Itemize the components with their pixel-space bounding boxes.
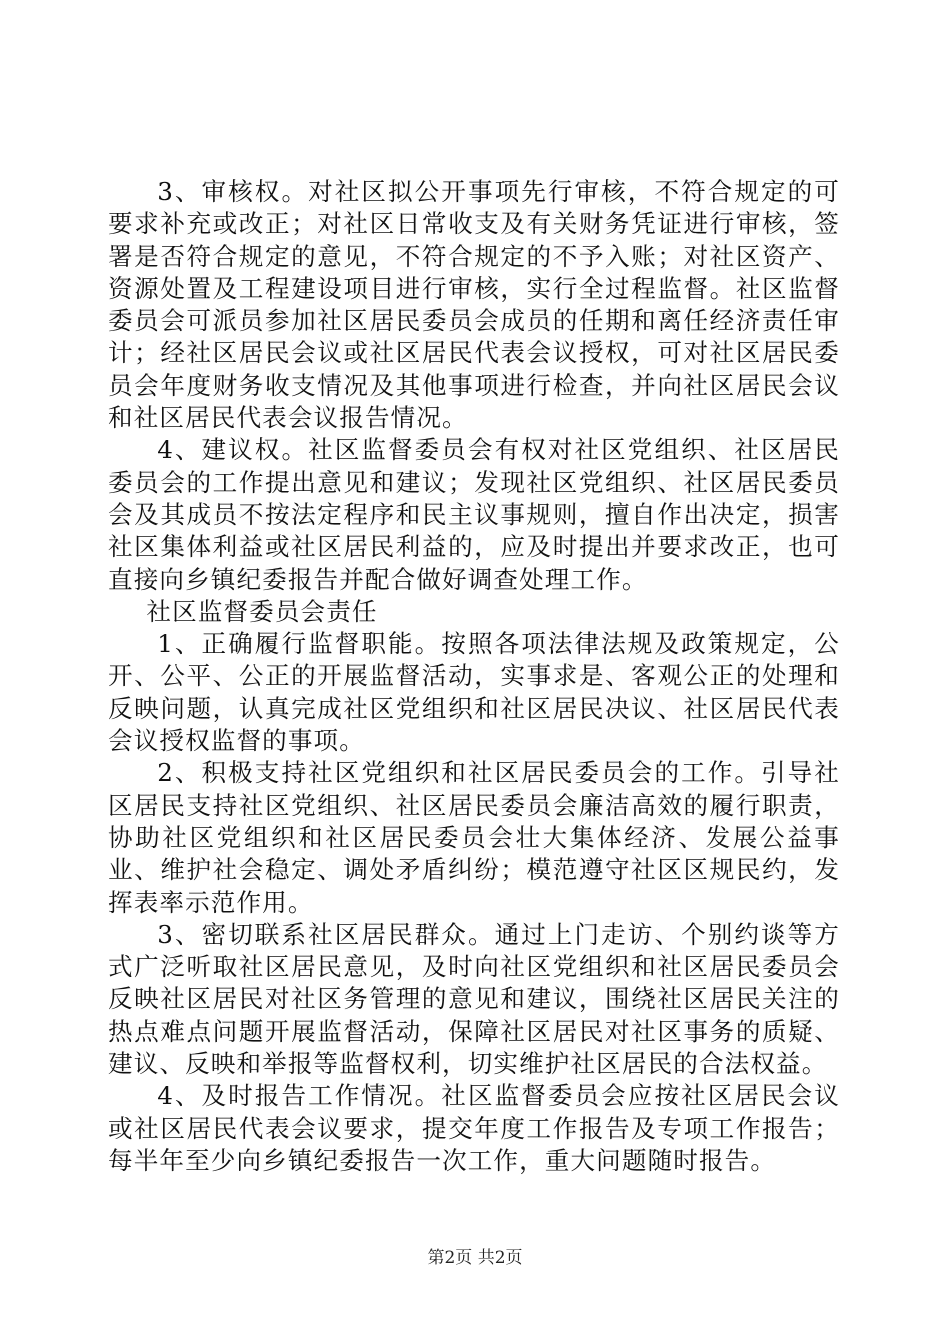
paragraph-responsibility-3: 3、密切联系社区居民群众。通过上门走访、个别约谈等方式广泛听取社区居民意见，及时向社区党组织和社区居民委员会反映社区居民对社区务管理的意见和建议，围绕社区居民关注的热点难点问题开展监督活动，保障社区居民对社区事务的质疑、建议、反映和举报等监督权利，切实维护社区居民的合法权益。 [108, 919, 840, 1079]
section-heading-responsibilities: 社区监督委员会责任 [146, 596, 378, 626]
page-number-footer: 第2页 共2页 [427, 1248, 523, 1268]
paragraph-responsibility-1: 1、正确履行监督职能。按照各项法律法规及政策规定，公开、公平、公正的开展监督活动，实事求是、客观公正的处理和反映问题，认真完成社区党组织和社区居民决议、社区居民代表会议授权监督的事项。 [108, 629, 840, 756]
paragraph-responsibility-4: 4、及时报告工作情况。社区监督委员会应按社区居民会议或社区居民代表会议要求，提交年度工作报告及专项工作报告；每半年至少向乡镇纪委报告一次工作，重大问题随时报告。 [108, 1081, 840, 1175]
document-body [108, 176, 840, 1177]
paragraph-suggestion-right: 4、建议权。社区监督委员会有权对社区党组织、社区居民委员会的工作提出意见和建议；发现社区党组织、社区居民委员会及其成员不按法定程序和民主议事规则，擅自作出决定，损害社区集体利益或社区居民利益的，应及时提出并要求改正，也可直接向乡镇纪委报告并配合做好调查处理工作。 [108, 435, 840, 594]
paragraph-review-right: 3、审核权。对社区拟公开事项先行审核，不符合规定的可要求补充或改正；对社区日常收支及有关财务凭证进行审核，签署是否符合规定的意见，不符合规定的不予入账；对社区资产、资源处置及工程建设项目进行审核，实行全过程监督。社区监督委员会可派员参加社区居民委员会成员的任期和离任经济责任审计；经社区居民会议或社区居民代表会议授权，可对社区居民委员会年度财务收支情况及其他事项进行检查，并向社区居民会议和社区居民代表会议报告情况。 [108, 177, 840, 433]
paragraph-responsibility-2: 2、积极支持社区党组织和社区居民委员会的工作。引导社区居民支持社区党组织、社区居民委员会廉洁高效的履行职责，协助社区党组织和社区居民委员会壮大集体经济、发展公益事业、维护社会稳定、调处矛盾纠纷；模范遵守社区区规民约，发挥表率示范作用。 [108, 758, 840, 917]
